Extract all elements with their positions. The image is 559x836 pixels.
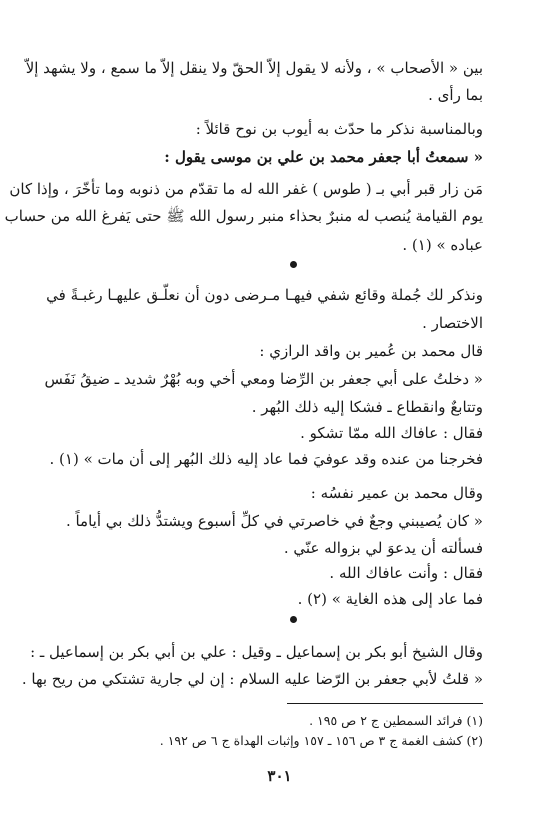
text-line: وتتابعٌ وانقطاع ـ فشكا إليه ذلك البُهر . [251, 398, 483, 416]
text-line: فسألته أن يدعوَ لي بزواله عنّي . [283, 539, 483, 557]
text-line: فخرجنا من عنده وقد عوفيَ فما عاد إليه ذلك البُهر إلى أن مات » (١) . [49, 450, 483, 468]
text-line: « قلتُ لأبي جعفر بن الرّضا عليه السلام : إن لي جارية تشتكي من ريح بها . [21, 670, 483, 688]
text-line: وقال الشيخ أبو بكر بن إسماعيل ـ وقيل : علي بن أبي بكر بن إسماعيل ـ : [30, 643, 483, 661]
section-separator-dot [290, 261, 297, 268]
text-line: بين « الأصحاب » ، ولأنه لا يقول إلاّ الحقّ ولا ينقل إلاّ ما سمع ، ولا يشهد إلاّ [25, 59, 483, 77]
text-line: فما عاد إلى هذه الغاية » (٢) . [297, 590, 483, 608]
text-line: وقال محمد بن عمير نفسُه : [310, 484, 483, 502]
footnote-separator [287, 703, 483, 704]
text-line: وبالمناسبة نذكر ما حدّث به أيوب بن نوح قائلاً : [195, 120, 483, 138]
text-line: قال محمد بن عُمير بن واقد الرازي : [259, 342, 483, 360]
text-line: « كان يُصيبني وجعٌ في خاصرتي في كلِّ أسبوع ويشتدُّ ذلك بي أياماً . [65, 512, 483, 530]
text-line: « دخلتُ على أبي جعفر بن الرِّضا ومعي أخي وبه بُهْرٌ شديد ـ ضيقُ نَفَس [44, 370, 483, 388]
text-line: ونذكر لك جُملة وقائع شفي فيهـا مـرضى دون أن نعلّـق عليهـا رغبـةً في [46, 286, 483, 304]
text-line: فقال : عافاك الله ممّا تشكو . [300, 424, 483, 442]
text-line: الاختصار . [422, 314, 483, 332]
text-line: مَن زار قبر أبي بـ ( طوس ) غفر الله له ما تقدّم من ذنوبه وما تأخّرَ ، وإذا كان [9, 180, 483, 198]
text-line: عباده » (١) . [402, 236, 483, 254]
section-separator-dot [290, 616, 297, 623]
text-line: يوم القيامة يُنصب له منبرٌ بحذاء منبر رسول الله ﷺ حتى يَفرغ الله من حساب [4, 207, 483, 225]
text-line: « سمعتُ أبا جعفر محمد بن علي بن موسى يقول : [164, 148, 483, 166]
page-number: ٣٠١ [267, 767, 292, 785]
text-line: فقال : وأنت عافاك الله . [329, 564, 483, 582]
footnote: (٢) كشف الغمة ج ٣ ص ١٥٦ ـ ١٥٧ وإثبات الهداة ج ٦ ص ١٩٢ . [159, 733, 483, 748]
text-line: بما رأى . [428, 86, 483, 104]
footnote: (١) فرائد السمطين ج ٢ ص ١٩٥ . [309, 713, 483, 728]
